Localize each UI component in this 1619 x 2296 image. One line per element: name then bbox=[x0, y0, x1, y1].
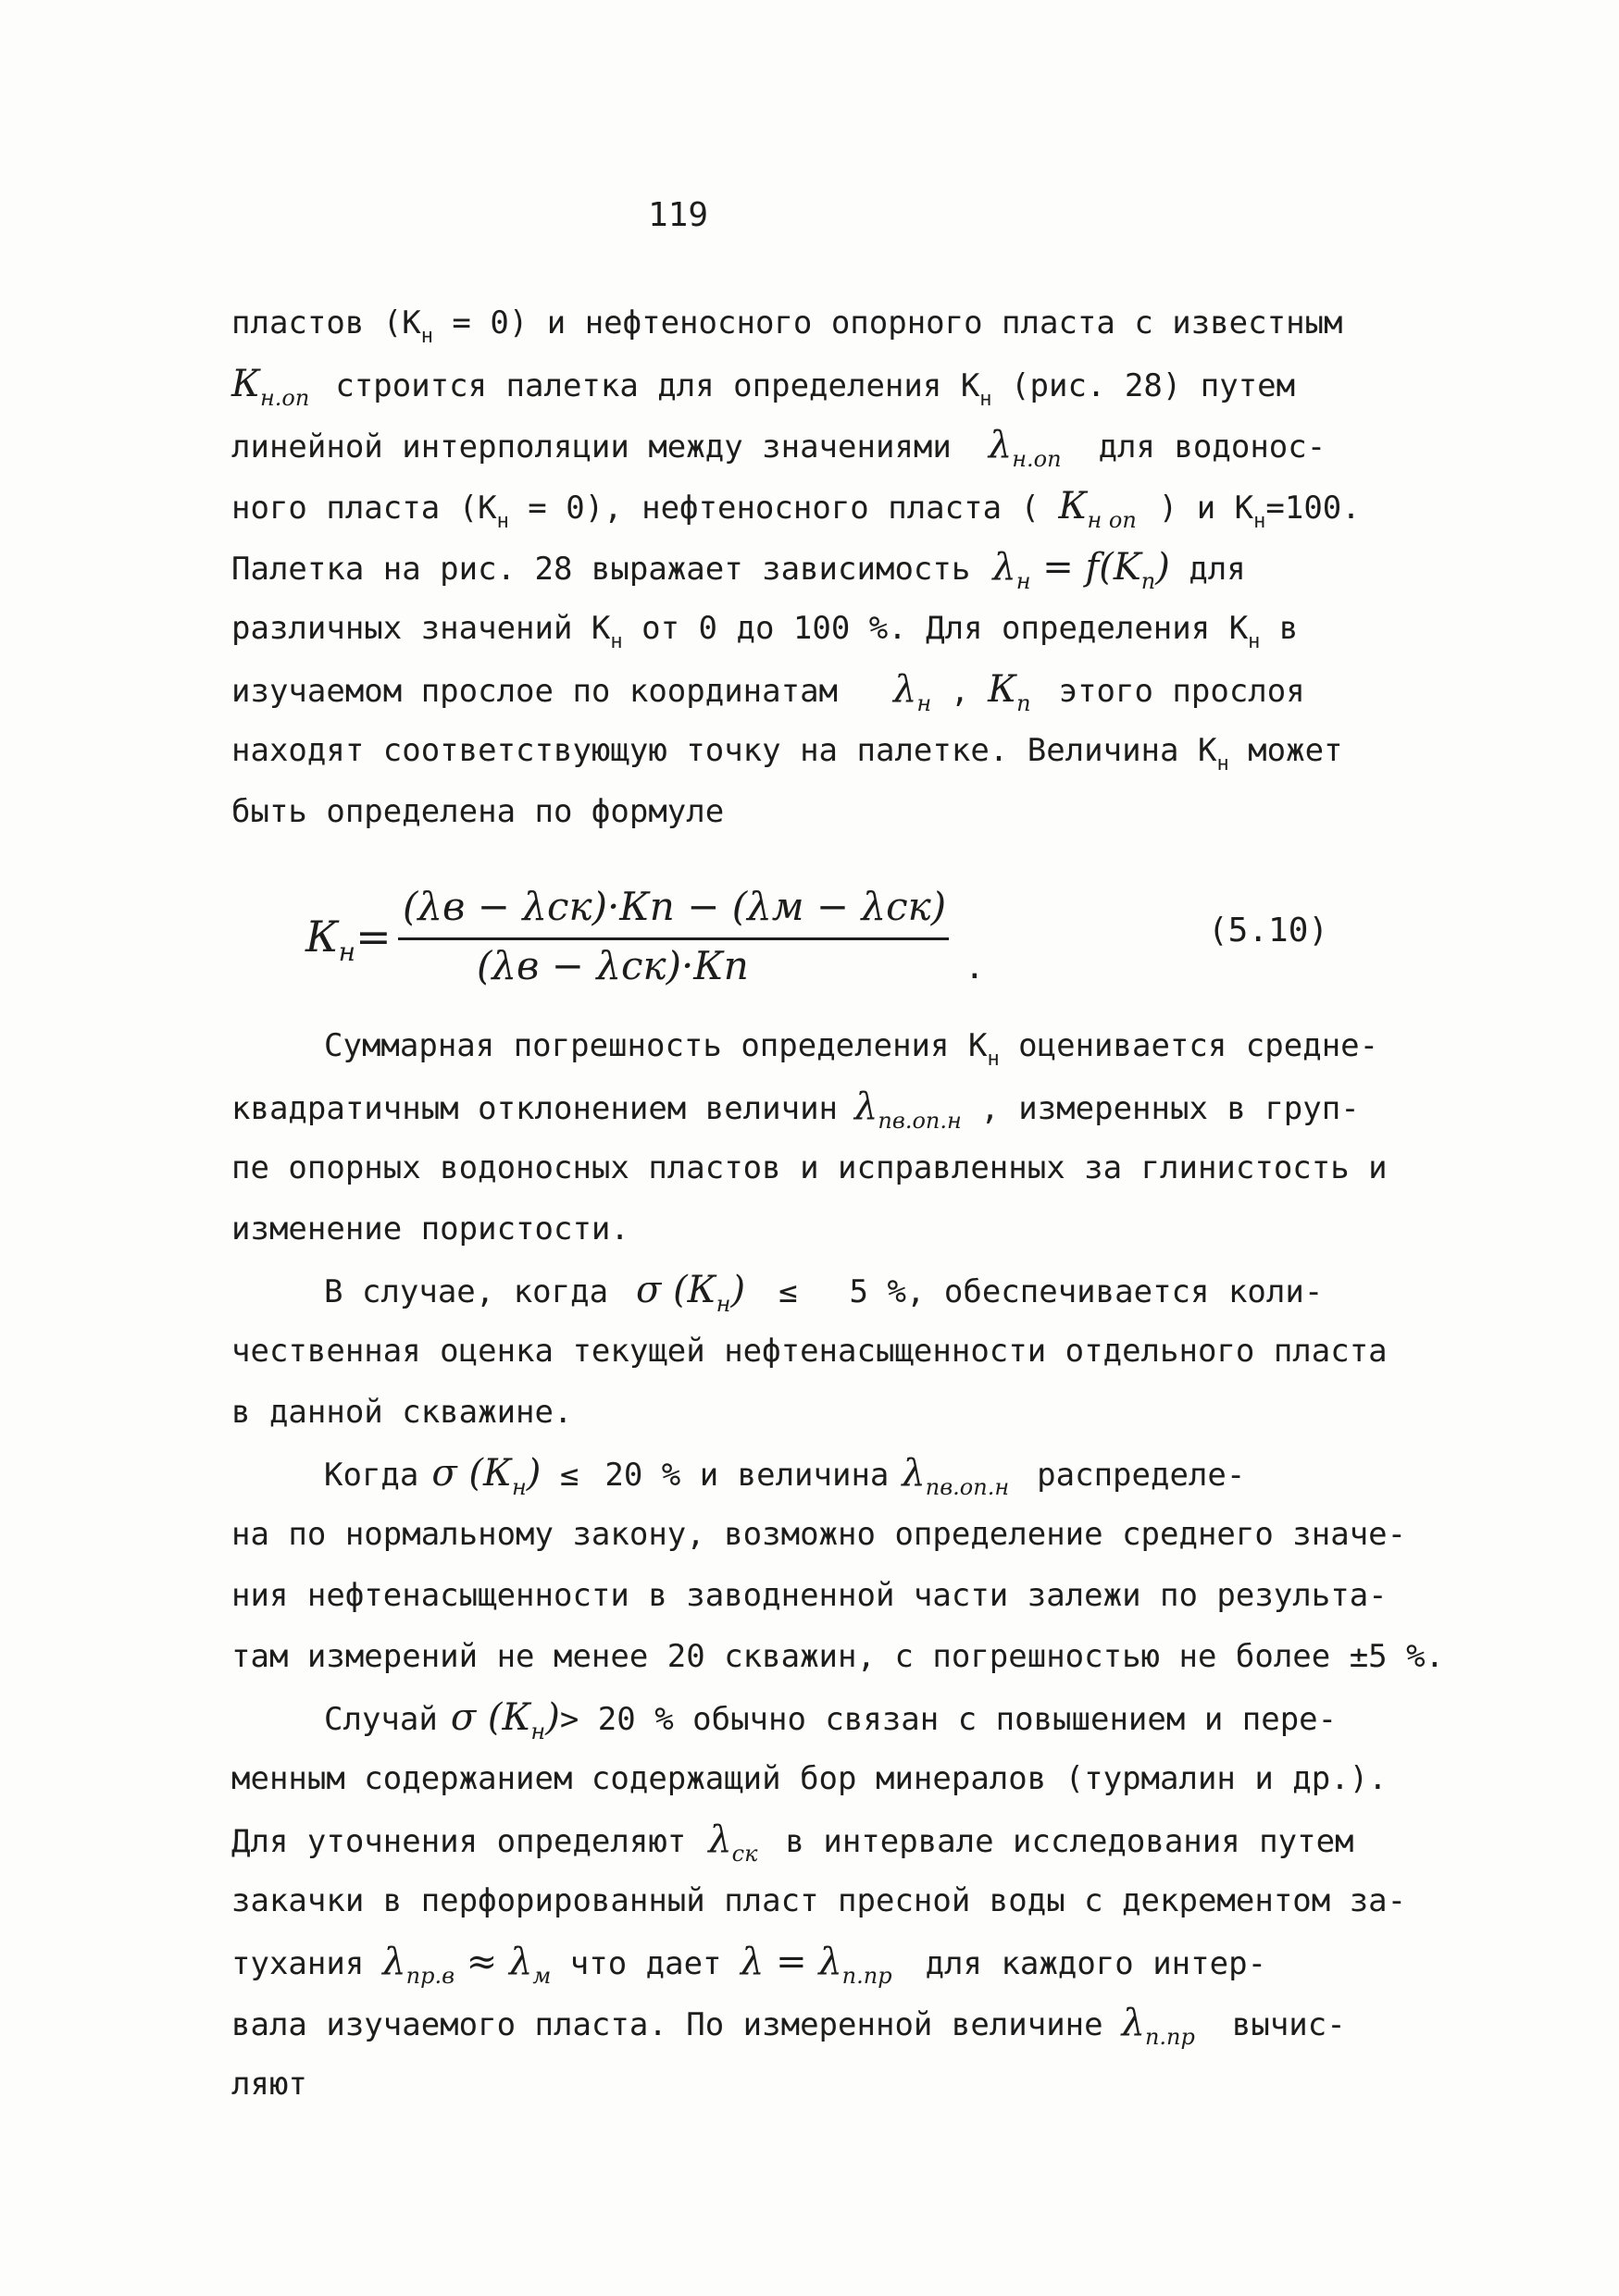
fraction-bar bbox=[398, 937, 949, 940]
text-line: быть определена по формуле bbox=[231, 793, 725, 830]
text-line: Для уточнения определяют $\lambda_{ск}$ в интервале исследования путем bbox=[231, 1818, 1354, 1867]
equation-number: (5.10) bbox=[1208, 912, 1329, 949]
page-number: 119 bbox=[648, 196, 709, 234]
text-line: Когда σ $(К_н) \le 20$ % и величина $\lambda_{пв.оп.н}$ распределе- bbox=[324, 1452, 1246, 1500]
text-line: Суммарная погрешность определения $К_н$ оценивается средне- bbox=[324, 1027, 1379, 1071]
text-line: квадратичным отклонением величин $\lambda_{пв.оп.н}$ , измеренных в груп- bbox=[231, 1086, 1360, 1134]
text-line: различных значений $К_н$ от 0 до 100 %. Для определения $К_н$ в bbox=[231, 610, 1299, 653]
formula-end: . bbox=[965, 949, 985, 987]
text-line: пе опорных водоносных пластов и исправленных за глинистость и bbox=[231, 1149, 1388, 1186]
text-line: Случай σ $(К_н)> 20$ % обычно связан с повышением и пере- bbox=[324, 1696, 1338, 1744]
text-line: там измерений не менее 20 скважин, с погрешностью не более ±5 %. bbox=[231, 1638, 1445, 1675]
text-line: пластов $(К_н = 0)$ и нефтеносного опорного пласта с известным bbox=[231, 304, 1343, 348]
paragraph-4 bbox=[231, 1443, 1445, 1687]
formula-lhs: $К_н=$ bbox=[305, 912, 392, 967]
paragraph-2 bbox=[231, 1015, 1407, 1260]
text-line: на по нормальному закону, возможно определение среднего значе- bbox=[231, 1516, 1407, 1553]
text-line: вала изучаемого пласта. По измеренной величине $\lambda_{п.пр}$ вычис- bbox=[231, 2002, 1346, 2050]
text-line: В случае, когда σ $(К_н) \le 5$ %, обеспечивается коли- bbox=[324, 1269, 1324, 1317]
text-line: менным содержанием содержащий бор минералов (турмалин и др.). bbox=[231, 1760, 1388, 1797]
paragraph-3 bbox=[231, 1260, 1407, 1443]
text-line: находят соответствующую точку на палетке. Величина $К_н$ может bbox=[231, 732, 1343, 776]
formula-numerator: (λв − λск)·Кп − (λм − λск) bbox=[403, 884, 947, 929]
text-line: чественная оценка текущей нефтенасыщенности отдельного пласта bbox=[231, 1333, 1388, 1370]
formula-denominator: (λв − λск)·Кп bbox=[477, 943, 749, 988]
text-line: ния нефтенасыщенности в заводненной части залежи по результа- bbox=[231, 1577, 1388, 1614]
text-line: Палетка на рис. 28 выражает зависимость $\lambda_н = f(K_п)$ для bbox=[231, 546, 1246, 594]
text-line: ного пласта $(К_н = 0)$, нефтеносного пласта ( $К_{н оп}$ ) и $К_н=100$. bbox=[231, 485, 1361, 533]
text-line: линейной интерполяции между значениями $\lambda_{н.оп}$ для водонос- bbox=[231, 424, 1326, 472]
text-line: $К_{н.оп}$ строится палетка для определения $К_н$ (рис. 28) путем bbox=[231, 363, 1296, 411]
text-line: изучаемом прослое по координатам $\lambda_н$ , $К_п$ этого прослоя bbox=[231, 668, 1305, 716]
text-line: закачки в перфорированный пласт пресной воды с декрементом за- bbox=[231, 1882, 1407, 1919]
paragraph-5 bbox=[231, 1687, 1407, 2115]
text-line: изменение пористости. bbox=[231, 1210, 629, 1247]
paragraph-1 bbox=[231, 292, 1407, 842]
text-line: ляют bbox=[231, 2066, 307, 2103]
text-line: в данной скважине. bbox=[231, 1394, 573, 1431]
text-line: тухания $\lambda_{пр.в} \approx \lambda_м$ что дает $\lambda = \lambda_{п.пр}$ для каждого интер- bbox=[231, 1941, 1267, 1989]
formula-5-10 bbox=[305, 884, 1416, 1013]
